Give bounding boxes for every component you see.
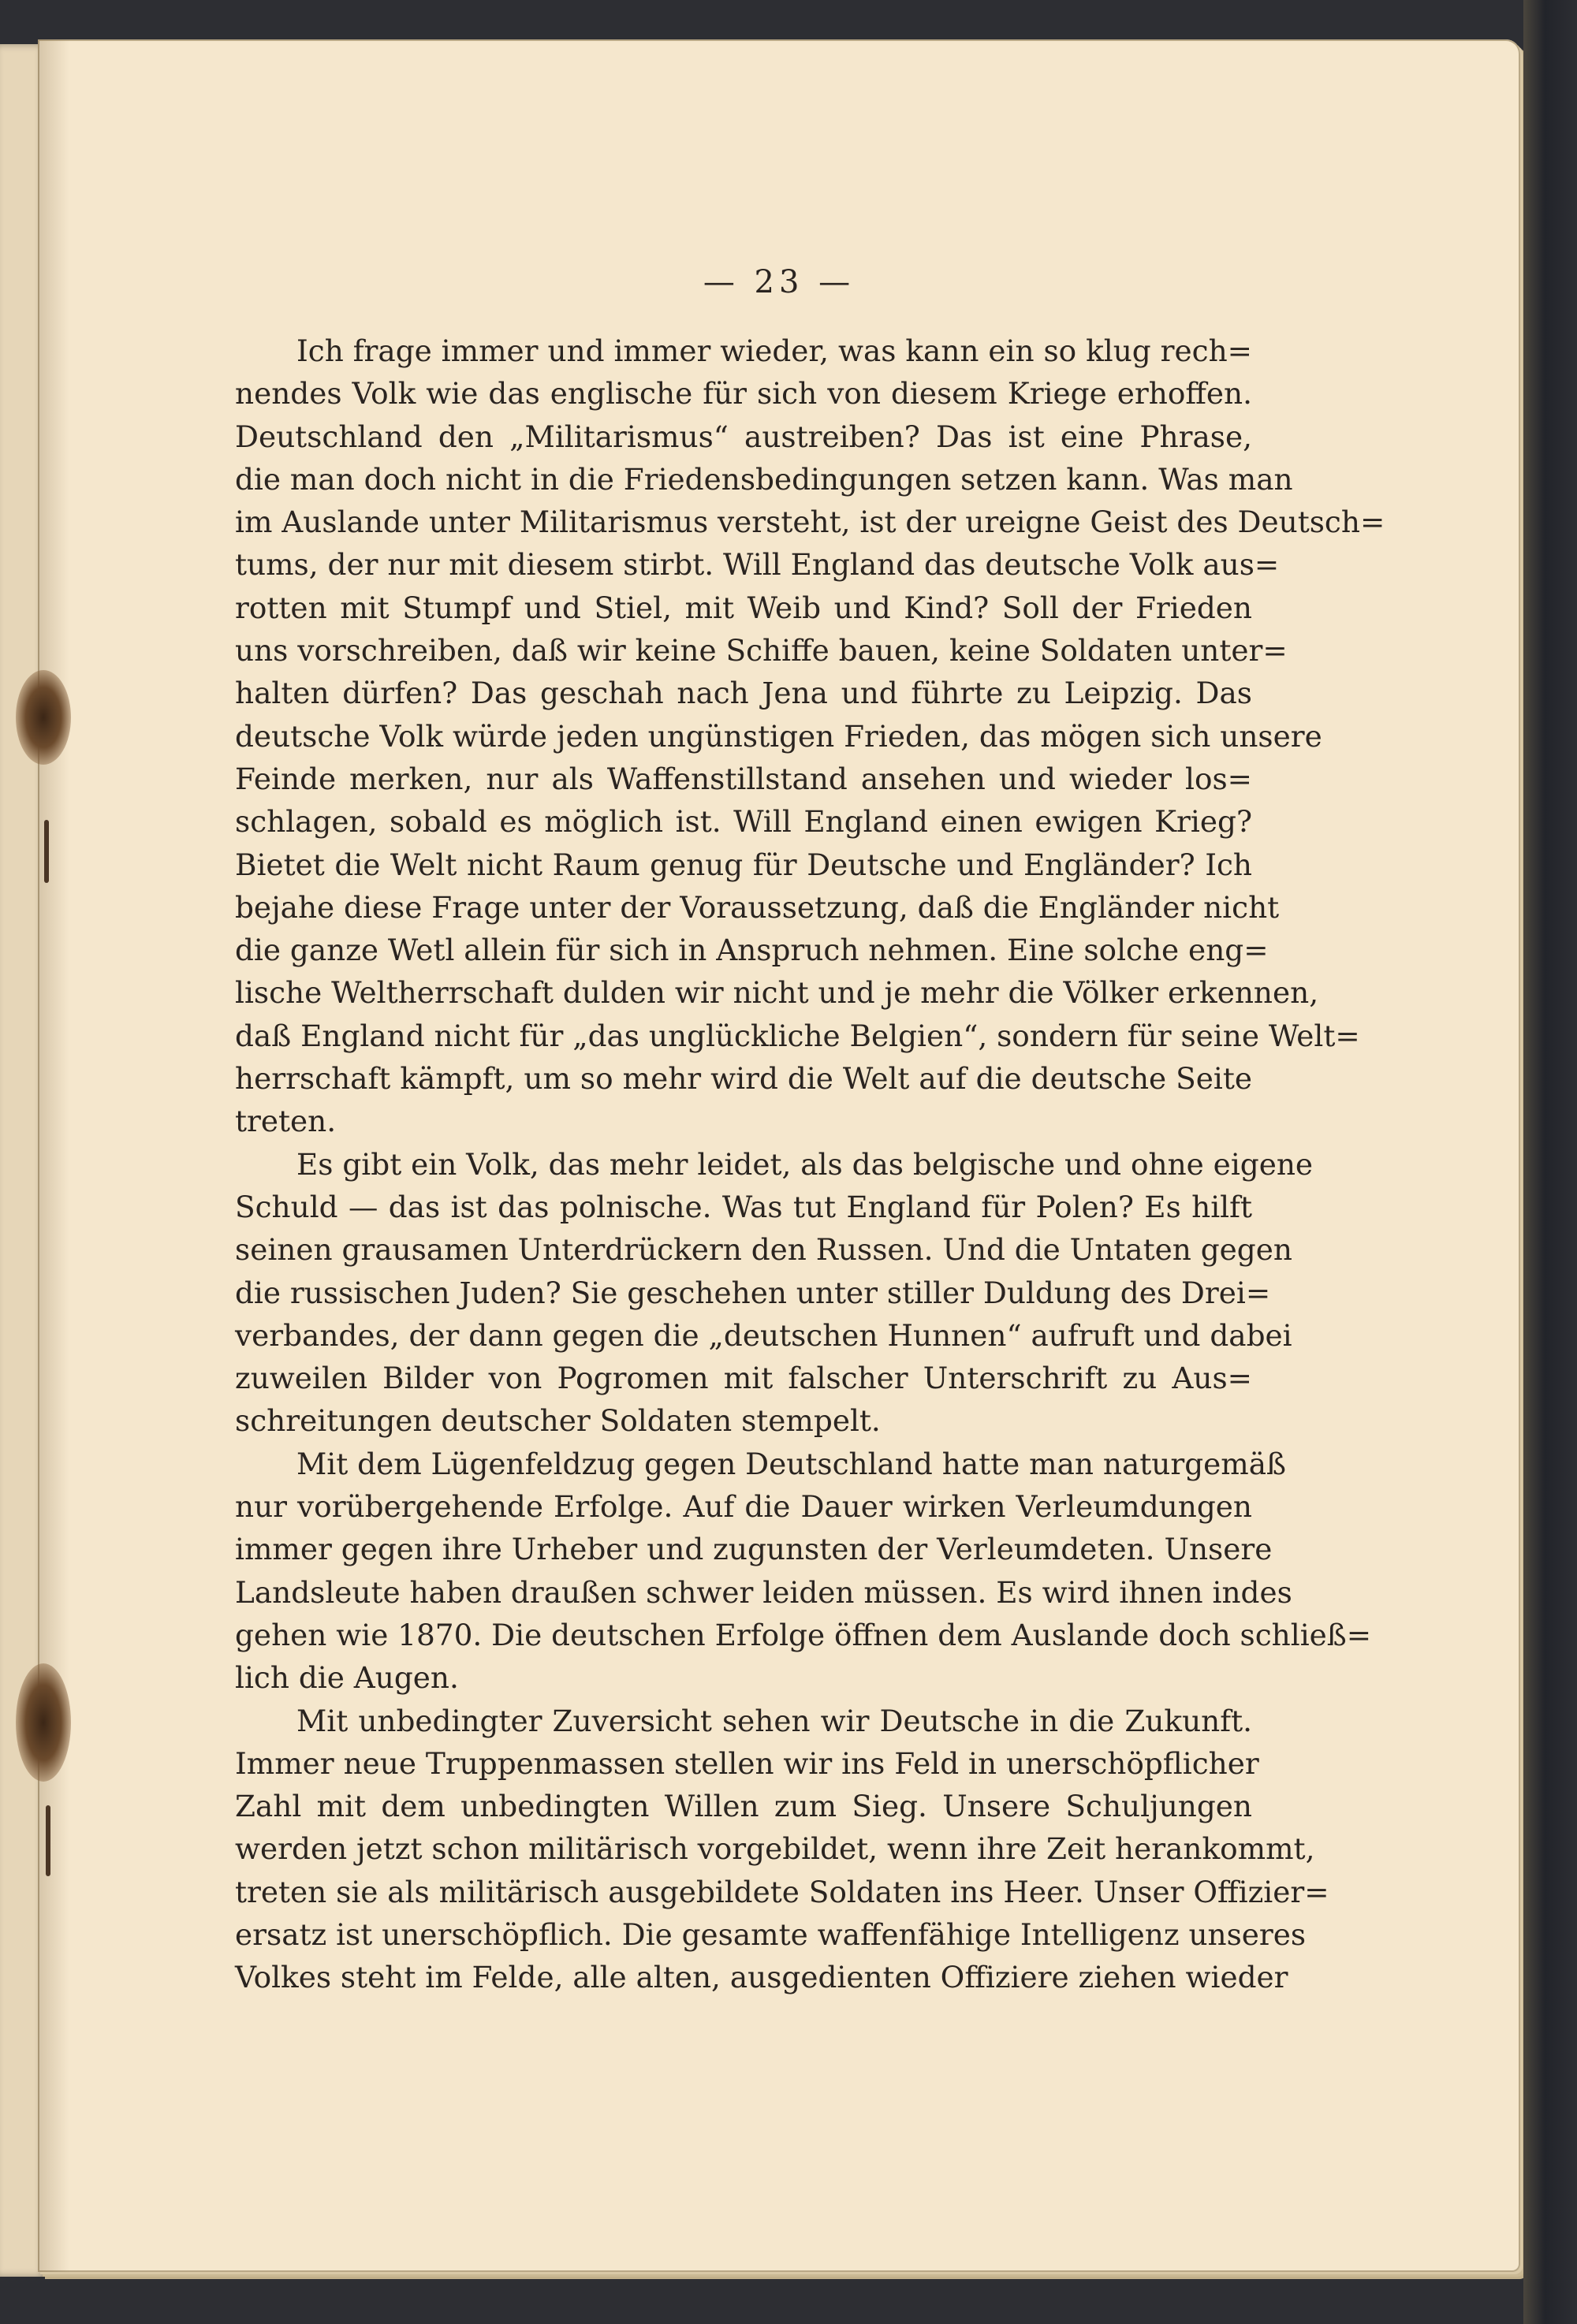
paragraph <box>235 330 1385 1143</box>
text-line: Zahl mit dem unbedingten Willen zum Sieg. Unsere Schuljungen <box>235 1789 1252 1824</box>
text-line: Mit dem Lügenfeldzug gegen Deutschland hatte man naturgemäß <box>296 1446 1287 1481</box>
text-line: die russischen Juden? Sie geschehen unter stiller Duldung des Drei= <box>235 1275 1271 1310</box>
binding-stain-upper <box>16 670 71 765</box>
book-page <box>38 39 1520 2272</box>
text-line: gehen wie 1870. Die deutschen Erfolge öffnen dem Auslande doch schließ= <box>235 1617 1372 1652</box>
text-line: die ganze Wetl allein für sich in Anspruch nehmen. Eine solche eng= <box>235 933 1269 968</box>
text-line: Mit unbedingter Zuversicht sehen wir Deutsche in die Zukunft. <box>296 1703 1252 1738</box>
text-line: treten. <box>235 1104 337 1139</box>
binding-mark-lower <box>46 1805 50 1876</box>
text-line: Landsleute haben draußen schwer leiden müssen. Es wird ihnen indes <box>235 1574 1292 1610</box>
text-line: lich die Augen. <box>235 1660 459 1696</box>
text-line: deutsche Volk würde jeden ungünstigen Frieden, das mögen sich unsere <box>235 718 1322 754</box>
text-line: seinen grausamen Unterdrückern den Russen. Und die Untaten gegen <box>235 1232 1292 1268</box>
text-line: zuweilen Bilder von Pogromen mit falscher Unterschrift zu Aus= <box>235 1361 1252 1396</box>
text-line: die man doch nicht in die Friedensbedingungen setzen kann. Was man <box>235 461 1293 497</box>
text-line: ersatz ist unerschöpflich. Die gesamte waffenfähige Intelligenz unseres <box>235 1916 1307 1952</box>
text-line: immer gegen ihre Urheber und zugunsten der Verleumdeten. Unsere <box>235 1532 1273 1567</box>
text-line: nendes Volk wie das englische für sich von diesem Kriege erhoffen. <box>235 376 1252 412</box>
text-line: Schuld — das ist das polnische. Was tut England für Polen? Es hilft <box>235 1189 1252 1224</box>
page-number: — 23 — <box>703 264 856 300</box>
body-text <box>235 330 1385 1999</box>
text-line: Feinde merken, nur als Waffenstillstand ansehen und wieder los= <box>235 761 1252 796</box>
text-line: im Auslande unter Militarismus versteht, ist der ureigne Geist des Deutsch= <box>235 505 1385 540</box>
paragraph <box>235 1143 1314 1443</box>
text-line: daß England nicht für „das unglückliche Belgien“, sondern für seine Welt= <box>235 1018 1360 1053</box>
paragraph <box>235 1443 1372 1700</box>
text-line: schlagen, sobald es möglich ist. Will England einen ewigen Krieg? <box>235 804 1252 840</box>
text-line: Bietet die Welt nicht Raum genug für Deutsche und Engländer? Ich <box>235 847 1252 882</box>
binding-stain-lower <box>16 1663 71 1782</box>
text-line: uns vorschreiben, daß wir keine Schiffe bauen, keine Soldaten unter= <box>235 633 1288 669</box>
text-line: nur vorübergehende Erfolge. Auf die Dauer wirken Verleumdungen <box>235 1489 1252 1525</box>
text-line: schreitungen deutscher Soldaten stempelt. <box>235 1403 881 1439</box>
text-line: verbandes, der dann gegen die „deutschen Hunnen“ aufruft und dabei <box>235 1317 1292 1353</box>
text-line: treten sie als militärisch ausgebildete Soldaten ins Heer. Unser Offizier= <box>235 1874 1329 1909</box>
text-line: lische Weltherrschaft dulden wir nicht und je mehr die Völker erkennen, <box>235 975 1319 1011</box>
text-line: halten dürfen? Das geschah nach Jena und führte zu Leipzig. Das <box>235 676 1252 711</box>
scanner-background-edge <box>1523 0 1577 2324</box>
text-line: Ich frage immer und immer wieder, was kann ein so klug rech= <box>296 333 1252 368</box>
text-line: rotten mit Stumpf und Stiel, mit Weib und Kind? Soll der Frieden <box>235 590 1252 625</box>
text-line: werden jetzt schon militärisch vorgebildet, wenn ihre Zeit herankommt, <box>235 1831 1315 1867</box>
text-line: bejahe diese Frage unter der Voraussetzung, daß die Engländer nicht <box>235 889 1280 925</box>
text-line: Volkes steht im Felde, alle alten, ausgedienten Offiziere ziehen wieder <box>235 1960 1288 1995</box>
paragraph <box>235 1700 1329 1999</box>
text-line: Immer neue Truppenmassen stellen wir ins Feld in unerschöpflicher <box>235 1745 1259 1781</box>
text-line: Es gibt ein Volk, das mehr leidet, als das belgische und ohne eigene <box>296 1146 1314 1182</box>
text-line: herrschaft kämpft, um so mehr wird die Welt auf die deutsche Seite <box>235 1061 1252 1097</box>
text-line: tums, der nur mit diesem stirbt. Will England das deutsche Volk aus= <box>235 547 1280 583</box>
binding-mark-upper <box>44 820 49 883</box>
text-line: Deutschland den „Militarismus“ austreiben? Das ist eine Phrase, <box>235 419 1252 454</box>
